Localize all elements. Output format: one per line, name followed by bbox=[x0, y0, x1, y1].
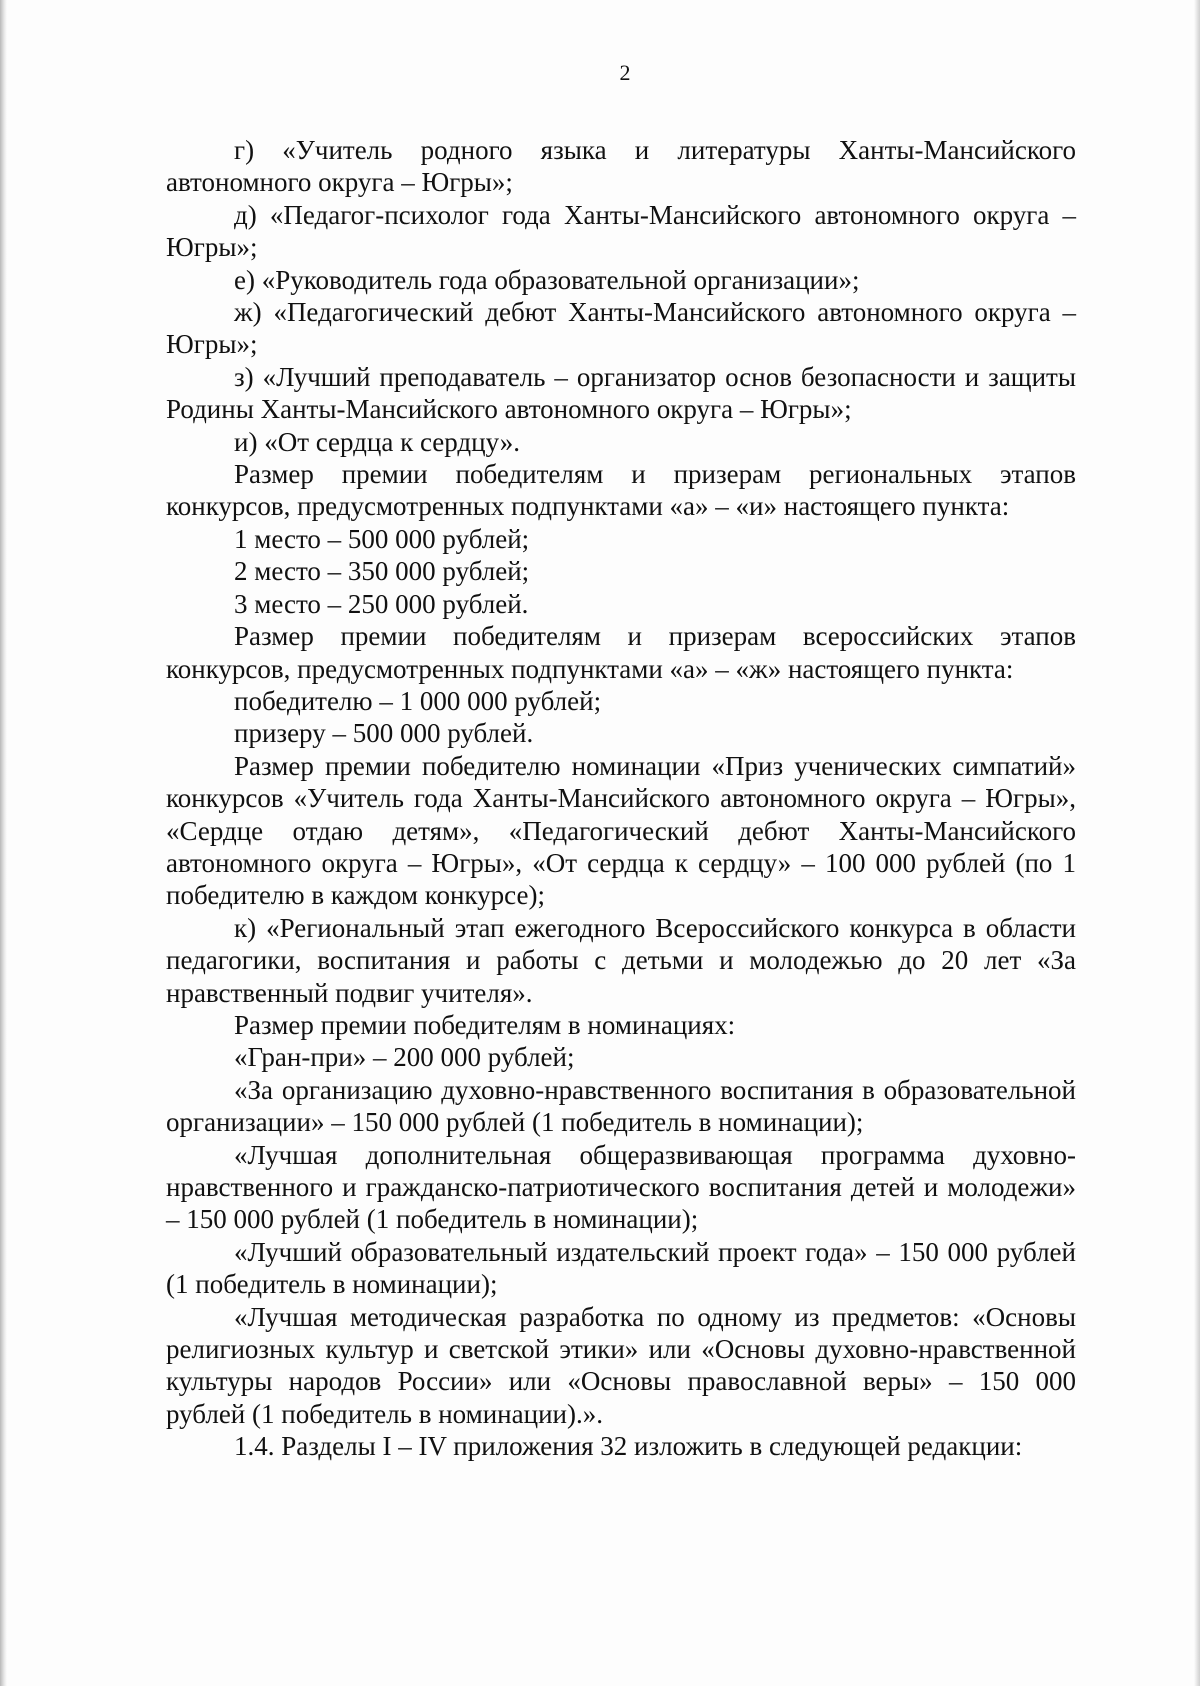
paragraph-prizewinner-amount: призеру – 500 000 рублей. bbox=[234, 718, 534, 749]
paragraph-d: д) «Педагог-психолог года Ханты-Мансийского автономного округа – Югры»; bbox=[166, 199, 1076, 263]
paragraph-zh: ж) «Педагогический дебют Ханты-Мансийского автономного округа – Югры»; bbox=[166, 297, 1076, 360]
paragraph-student-sympathy-prize: Размер премии победителю номинации «Приз ученических симпатий» конкурсов «Учитель года Ханты-Мансийского автономного округа – Югры», «Сердце отдаю детям», «Педагогический дебют Ханты-Мансийского автономного округа – Югры», «От сердца к сердцу» – 100 000 рублей (по 1 победителю в каждом конкурсе); bbox=[166, 750, 1076, 911]
paragraph-section-1-4: 1.4. Разделы I – IV приложения 32 изложить в следующей редакции: bbox=[234, 1431, 1023, 1462]
document-body bbox=[166, 134, 1076, 1463]
paragraph-nominations-prize-size: Размер премии победителям в номинациях: bbox=[234, 1009, 736, 1040]
paragraph-e: е) «Руководитель года образовательной организации»; bbox=[234, 264, 860, 295]
paragraph-nomination-publishing: «Лучший образовательный издательский проект года» – 150 000 рублей (1 победитель в номинации); bbox=[166, 1236, 1076, 1300]
paragraph-g: г) «Учитель родного языка и литературы Ханты-Мансийского автономного округа – Югры»; bbox=[166, 135, 1076, 198]
paragraph-k: к) «Региональный этап ежегодного Всероссийского конкурса в области педагогики, воспитания и работы с детьми и молодежью до 20 лет «За нравственный подвиг учителя». bbox=[166, 912, 1076, 1008]
paragraph-nomination-spiritual-education: «За организацию духовно-нравственного воспитания в образовательной организации» – 150 000 рублей (1 победитель в номинации); bbox=[166, 1074, 1076, 1138]
paragraph-place-3: 3 место – 250 000 рублей. bbox=[234, 588, 529, 619]
scan-edge-right bbox=[1194, 0, 1200, 1686]
paragraph-national-prize-size: Размер премии победителям и призерам всероссийских этапов конкурсов, предусмотренных подпунктами «а» – «ж» настоящего пункта: bbox=[166, 621, 1076, 684]
paragraph-z: з) «Лучший преподаватель – организатор основ безопасности и защиты Родины Ханты-Мансийского автономного округа – Югры»; bbox=[166, 361, 1076, 425]
paragraph-place-2: 2 место – 350 000 рублей; bbox=[234, 556, 530, 587]
paragraph-i: и) «От сердца к сердцу». bbox=[234, 426, 521, 457]
scan-edge-left bbox=[0, 0, 7, 1686]
paragraph-regional-prize-size: Размер премии победителям и призерам региональных этапов конкурсов, предусмотренных подпунктами «а» – «и» настоящего пункта: bbox=[166, 459, 1076, 522]
page-number: 2 bbox=[619, 60, 631, 85]
paragraph-nomination-methodical: «Лучшая методическая разработка по одному из предметов: «Основы религиозных культур и светской этики» или «Основы духовно-нравственной культуры народов России» или «Основы православной веры» – 150 000 рублей (1 победитель в номинации).». bbox=[166, 1301, 1076, 1429]
paragraph-nomination-program: «Лучшая дополнительная общеразвивающая программа духовно-нравственного и гражданско-патриотического воспитания детей и молодежи» – 150 000 рублей (1 победитель в номинации); bbox=[166, 1139, 1076, 1235]
paragraph-winner-amount: победителю – 1 000 000 рублей; bbox=[234, 685, 602, 716]
paragraph-place-1: 1 место – 500 000 рублей; bbox=[234, 523, 530, 554]
paragraph-grand-prix: «Гран-при» – 200 000 рублей; bbox=[234, 1042, 575, 1073]
